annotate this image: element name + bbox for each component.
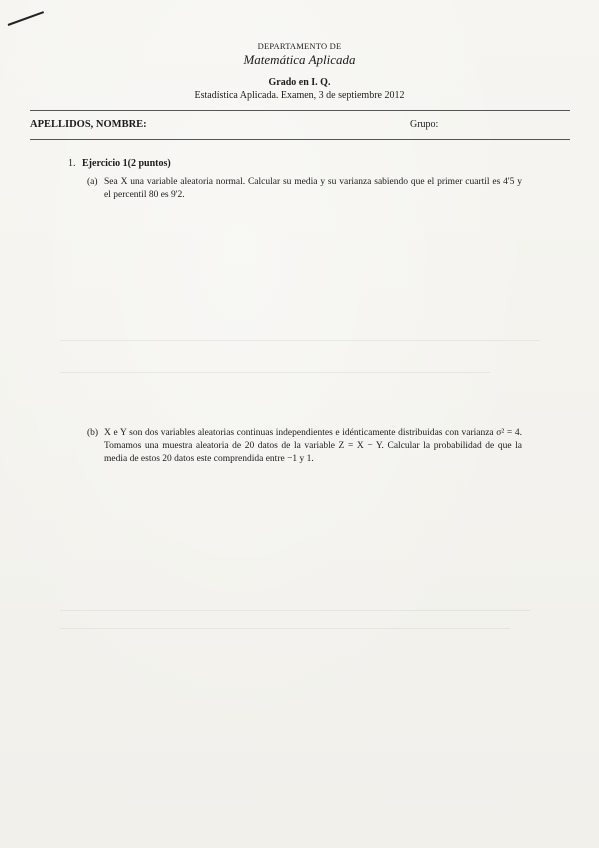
name-field-label: APELLIDOS, NOMBRE:: [30, 119, 147, 130]
part-label: (b): [87, 428, 99, 438]
part-text: X e Y son dos variables aleatorias continuas independientes e idénticamente distribuidas con varianza σ² = 4. Tomamos una muestra aleatoria de 20 datos de la variable Z = X − Y. Calcular la probabilidad de que la media de estos 20 datos este comprendida entre −1 y 1.: [104, 428, 522, 464]
part-label: (a): [87, 177, 98, 187]
bleed-through-line: [60, 340, 540, 341]
bleed-through-line: [60, 372, 490, 373]
exercise-part-a: [87, 176, 522, 202]
student-fields-divider: [30, 139, 570, 140]
degree-title: Grado en I. Q.: [268, 77, 331, 88]
exercise-heading: [68, 158, 171, 169]
exercise-title: Ejercicio 1(2 puntos): [82, 158, 171, 169]
bleed-through-line: [60, 628, 510, 629]
bleed-through-line: [60, 610, 530, 611]
part-text: Sea X una variable aleatoria normal. Calcular su media y su varianza sabiendo que el primer cuartil es 4'5 y el percentil 80 es 9'2.: [104, 177, 522, 200]
pen-mark: [8, 11, 44, 26]
department-label: DEPARTAMENTO DE: [257, 41, 342, 51]
exam-header: [0, 40, 599, 102]
header-divider: [30, 110, 570, 111]
exam-title: Estadística Aplicada. Examen, 3 de septiembre 2012: [194, 90, 405, 101]
department-name: Matemática Aplicada: [243, 52, 356, 67]
group-field-label: Grupo:: [410, 119, 439, 130]
exercise-part-b: [87, 427, 522, 466]
exercise-number: 1.: [68, 158, 76, 169]
